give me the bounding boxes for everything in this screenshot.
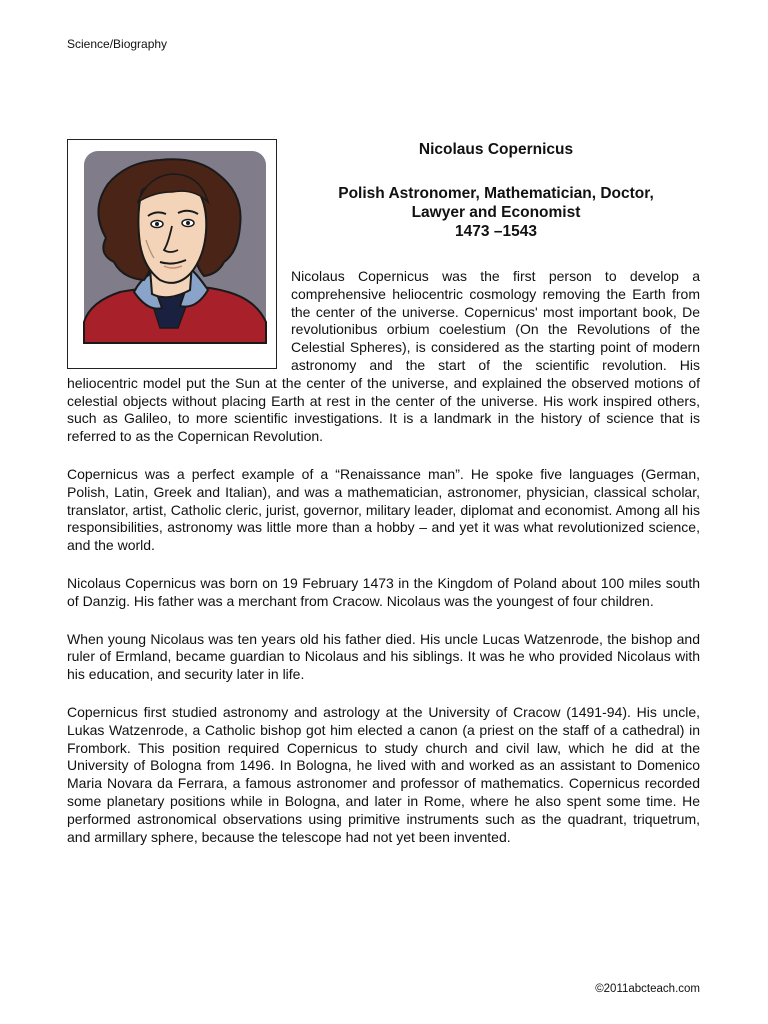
subtitle-line-2: Lawyer and Economist xyxy=(411,204,581,221)
paragraph-5: Copernicus first studied astronomy and astrology at the University of Cracow (1491-94). His uncle, Lukas Watzenrode, a Catholic bishop got him elected a canon (a priest on the staff of a cathedral) in Frombork. This position required Copernicus to study church and civil law, which he did at the University of Bologna from 1496. In Bologna, he lived with and worked as an assistant to Domenico Maria Novara da Ferrara, a famous astronomer and professor of mathematics. Copernicus recorded some planetary positions while in Bologna, and later in Rome, where he also spent some time. He performed astronomical observations using primitive instruments such as the quadrant, triquetrum, and armillary sphere, because the telescope had not yet been invented. xyxy=(67,703,700,845)
article-body xyxy=(67,268,700,866)
category-label: Science/Biography xyxy=(67,37,168,51)
page-title: Nicolaus Copernicus xyxy=(418,141,574,158)
page-subtitle xyxy=(292,184,700,241)
paragraph-3: Nicolaus Copernicus was born on 19 February 1473 in the Kingdom of Poland about 100 miles south of Danzig. His father was a merchant from Cracow. Nicolaus was the youngest of four children. xyxy=(67,574,700,609)
article-header xyxy=(292,140,700,241)
subtitle-line-1: Polish Astronomer, Mathematician, Doctor, xyxy=(338,185,654,202)
paragraph-2: Copernicus was a perfect example of a “Renaissance man”. He spoke five languages (German, Polish, Latin, Greek and Italian), and was a mathematician, astronomer, physician, classical scholar, translator, artist, Catholic cleric, jurist, governor, military leader, diplomat and economist. Among all his responsibilities, astronomy was little more than a hobby – and yet it was what revolutionized science, and the world. xyxy=(67,465,700,554)
life-years: 1473 –1543 xyxy=(455,223,537,240)
paragraph-1: Nicolaus Copernicus was the first person to develop a comprehensive heliocentric cosmology removing the Earth from the center of the universe. Copernicus' most important book, De revolutionibus orbium coelestium (On the Revolutions of the Celestial Spheres), is considered as the starting point of modern astronomy and the start of the scientific revolution. His heliocentric model put the Sun at the center of the universe, and explained the observed motions of celestial objects without placing Earth at rest in the center of the universe. His work inspired others, such as Galileo, to more scientific investigations. It is a landmark in the history of science that is referred to as the Copernican Revolution. xyxy=(67,268,700,445)
paragraph-4: When young Nicolaus was ten years old his father died. His uncle Lucas Watzenrode, the bishop and ruler of Ermland, became guardian to Nicolaus and his siblings. It was he who provided Nicolaus with his education, and security later in life. xyxy=(67,630,700,683)
copyright-footer: ©2011abcteach.com xyxy=(595,983,700,995)
portrait-wrap-spacer xyxy=(67,268,291,372)
